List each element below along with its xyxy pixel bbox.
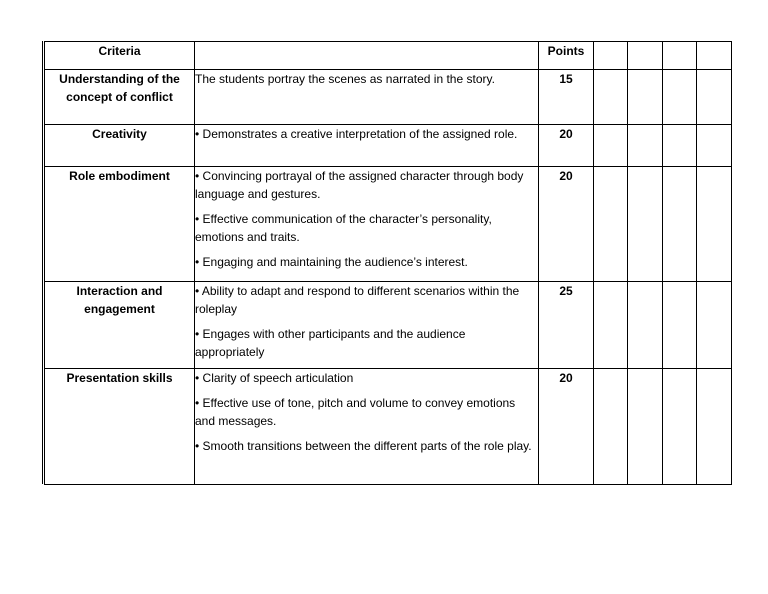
description-cell — [195, 125, 539, 167]
table-row — [45, 282, 732, 369]
score-cell — [594, 42, 628, 70]
description-cell — [195, 369, 539, 485]
criteria-cell: Understanding of the concept of conflict — [45, 70, 195, 125]
score-cell — [628, 369, 663, 485]
points-cell: 20 — [539, 369, 594, 485]
description-bullet: • Effective communication of the character’s personality, emotions and traits. — [195, 212, 492, 244]
description-cell — [195, 167, 539, 282]
header-criteria: Criteria — [45, 42, 195, 70]
score-cell — [697, 167, 732, 282]
description-cell — [195, 282, 539, 369]
score-cell — [594, 125, 628, 167]
description-bullet: • Engaging and maintaining the audience’s interest. — [195, 255, 468, 269]
score-cell — [628, 282, 663, 369]
score-cell — [663, 125, 697, 167]
score-cell — [663, 282, 697, 369]
score-cell — [697, 42, 732, 70]
criteria-cell: Interaction and engagement — [45, 282, 195, 369]
score-cell — [663, 369, 697, 485]
description-bullet: • Demonstrates a creative interpretation of the assigned role. — [195, 127, 518, 141]
description-bullet: • Engages with other participants and the audience appropriately — [195, 327, 466, 359]
score-cell — [594, 70, 628, 125]
table-row — [45, 70, 732, 125]
score-cell — [594, 282, 628, 369]
header-points: Points — [539, 42, 594, 70]
score-cell — [628, 70, 663, 125]
table-header-row — [45, 42, 732, 70]
points-cell: 15 — [539, 70, 594, 125]
rubric-table — [44, 41, 732, 485]
description-cell — [195, 70, 539, 125]
description-bullet: • Smooth transitions between the different parts of the role play. — [195, 439, 532, 453]
criteria-cell: Presentation skills — [45, 369, 195, 485]
table-row — [45, 125, 732, 167]
points-cell: 20 — [539, 125, 594, 167]
table-left-rule — [42, 41, 43, 484]
points-cell: 20 — [539, 167, 594, 282]
score-cell — [663, 167, 697, 282]
description-bullet: • Convincing portrayal of the assigned character through body language and gestures. — [195, 169, 524, 201]
description-bullet: • Clarity of speech articulation — [195, 371, 354, 385]
score-cell — [697, 369, 732, 485]
description-bullet: • Ability to adapt and respond to different scenarios within the roleplay — [195, 284, 520, 316]
table-row — [45, 167, 732, 282]
header-description — [195, 42, 539, 70]
score-cell — [628, 42, 663, 70]
score-cell — [697, 282, 732, 369]
score-cell — [594, 167, 628, 282]
criteria-cell: Creativity — [45, 125, 195, 167]
criteria-cell: Role embodiment — [45, 167, 195, 282]
score-cell — [663, 70, 697, 125]
score-cell — [663, 42, 697, 70]
table-row — [45, 369, 732, 485]
score-cell — [628, 125, 663, 167]
description-bullet: • Effective use of tone, pitch and volume to convey emotions and messages. — [195, 396, 516, 428]
points-cell: 25 — [539, 282, 594, 369]
score-cell — [594, 369, 628, 485]
score-cell — [697, 125, 732, 167]
description-line: The students portray the scenes as narrated in the story. — [195, 72, 495, 86]
score-cell — [697, 70, 732, 125]
score-cell — [628, 167, 663, 282]
